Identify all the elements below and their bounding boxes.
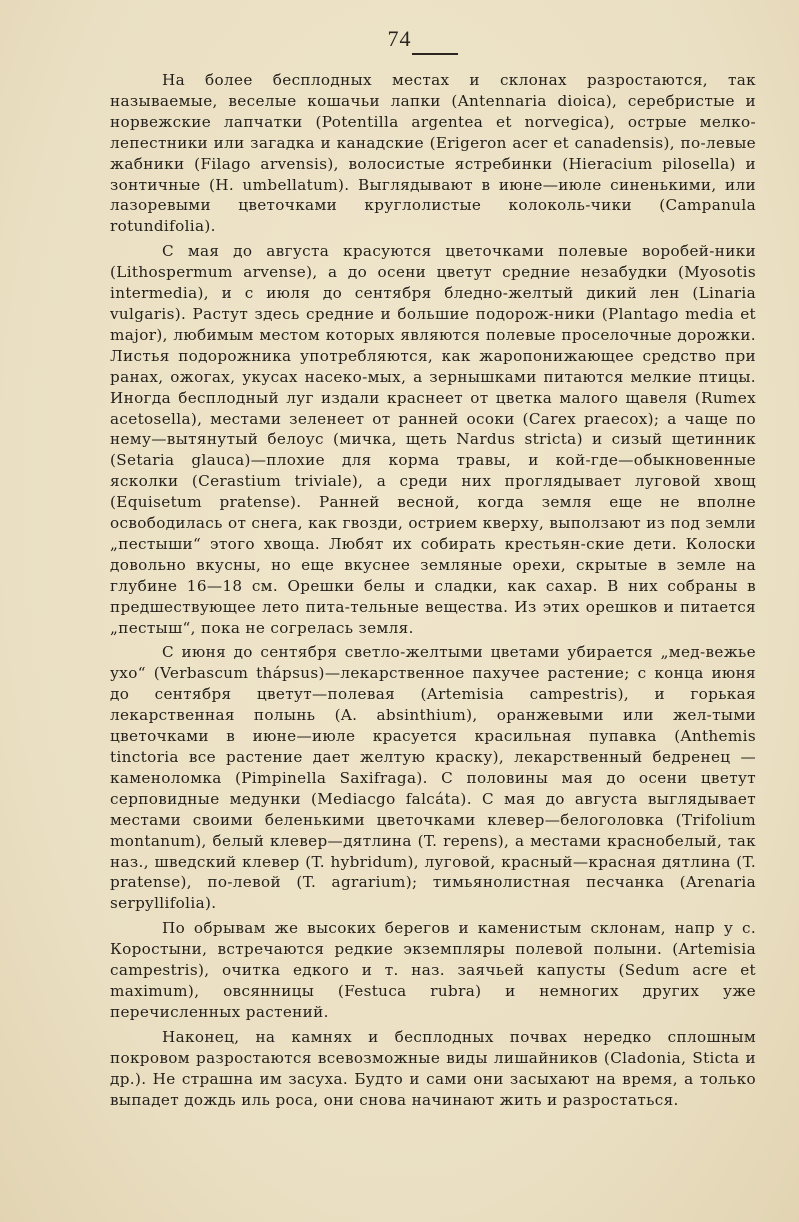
- paragraph-1: На более бесплодных местах и склонах разростаются, так называемые, веселые кошачьи лапки (Antennaria dioica), серебристые и норвежские лапчатки (Potentilla argentea et norvegica), острые мелко-лепестники или загадка и канадские (Erigeron acer et canadensis), по-левые жабники (Filago arvensis), волосистые ястребинки (Hieracium pilosella) и зонтичные (H. umbellatum). Выглядывают в июне—июле синенькими, или лазоревыми цветочками круглолистые колоколь-чики (Campanula rotundifolia).: [110, 71, 756, 236]
- paragraph-4: По обрывам же высоких берегов и каменистым склонам, напр у с. Коростыни, встречаются редкие экземпляры полевой полыни. (Artemisia campestris), очитка едкого и т. наз. заячьей капусты (Sedum acre et maximum), овсянницы (Festuca rubra) и немногих других уже перечисленных растений.: [110, 919, 756, 1021]
- page-number: 74: [387, 26, 412, 51]
- page-number-underline: [412, 53, 458, 55]
- paragraph-2: С мая до августа красуются цветочками полевые воробей-ники (Lithospermum arvense), а до осени цветут средние незабудки (Myosotis intermedia), и с июля до сентября бледно-желтый дикий лен (Linaria vulgaris). Растут здесь средние и большие подорож-ники (Plantago media et major), любимым местом которых являются полевые проселочные дорожки. Листья подорожника употребляются, как жаропонижающее средство при ранах, ожогах, укусах насеко-мых, а зернышками питаются мелкие птицы. Иногда бесплодный луг издали краснеет от цветка малого щавеля (Rumex acetosella), местами зеленеет от ранней осоки (Carex praecox); а чаще по нему—вытянутый белоус (мичка, щеть Nardus stricta) и сизый щетинник (Setaria glauca)—плохие для корма травы, и кой-где—обыкновенные ясколки (Cerastium triviale), а среди них проглядывает луговой хвощ (Equisetum pratense). Ранней весной, когда земля еще не вполне освободилась от снега, как гвозди, острием кверху, выползают из под земли „пестыши“ этого хвоща. Любят их собирать крестьян-ские дети. Колоски довольно вкусны, но еще вкуснее земляные орехи, скрытые в земле на глубине 16—18 см. Орешки белы и сладки, как сахар. В них собраны в предшествующее лето пита-тельные вещества. Из этих орешков и питается „пестыш“, пока не согрелась земля.: [110, 242, 756, 637]
- paragraph-5: Наконец, на камнях и бесплодных почвах нередко сплошным покровом разростаются всевозможные виды лишайников (Cladonia, Sticta и др.). Не страшна им засуха. Будто и сами они засыхают на время, а только выпадет дождь иль роса, они снова начинают жить и разростаться.: [110, 1027, 756, 1109]
- body-text: [110, 70, 756, 1110]
- paragraph-3: С июня до сентября светло-желтыми цветами убирается „мед-вежье ухо“ (Verbascum thápsus)—лекарственное пахучее растение; с конца июня до сентября цветут—полевая (Artemisia campestris), и горькая лекарственная полынь (A. absinthium), оранжевыми или жел-тыми цветочками в июне—июле красуется красильная пупавка (Anthemis tinctoria все растение дает желтую краску), лекарственный бедренец — каменоломка (Pimpinella Saxifraga). С половины мая до осени цветут серповидные медунки (Mediacgo falcáta). С мая до августа выглядывает местами своими беленькими цветочками клевер—белоголовка (Trifolium montanum), белый клевер—дятлина (T. repens), а местами краснобелый, так наз., шведский клевер (T. hybridum), луговой, красный—красная дятлина (T. pratense), по-левой (T. agrarium); тимьянолистная песчанка (Arenaria serpyllifolia).: [110, 643, 756, 913]
